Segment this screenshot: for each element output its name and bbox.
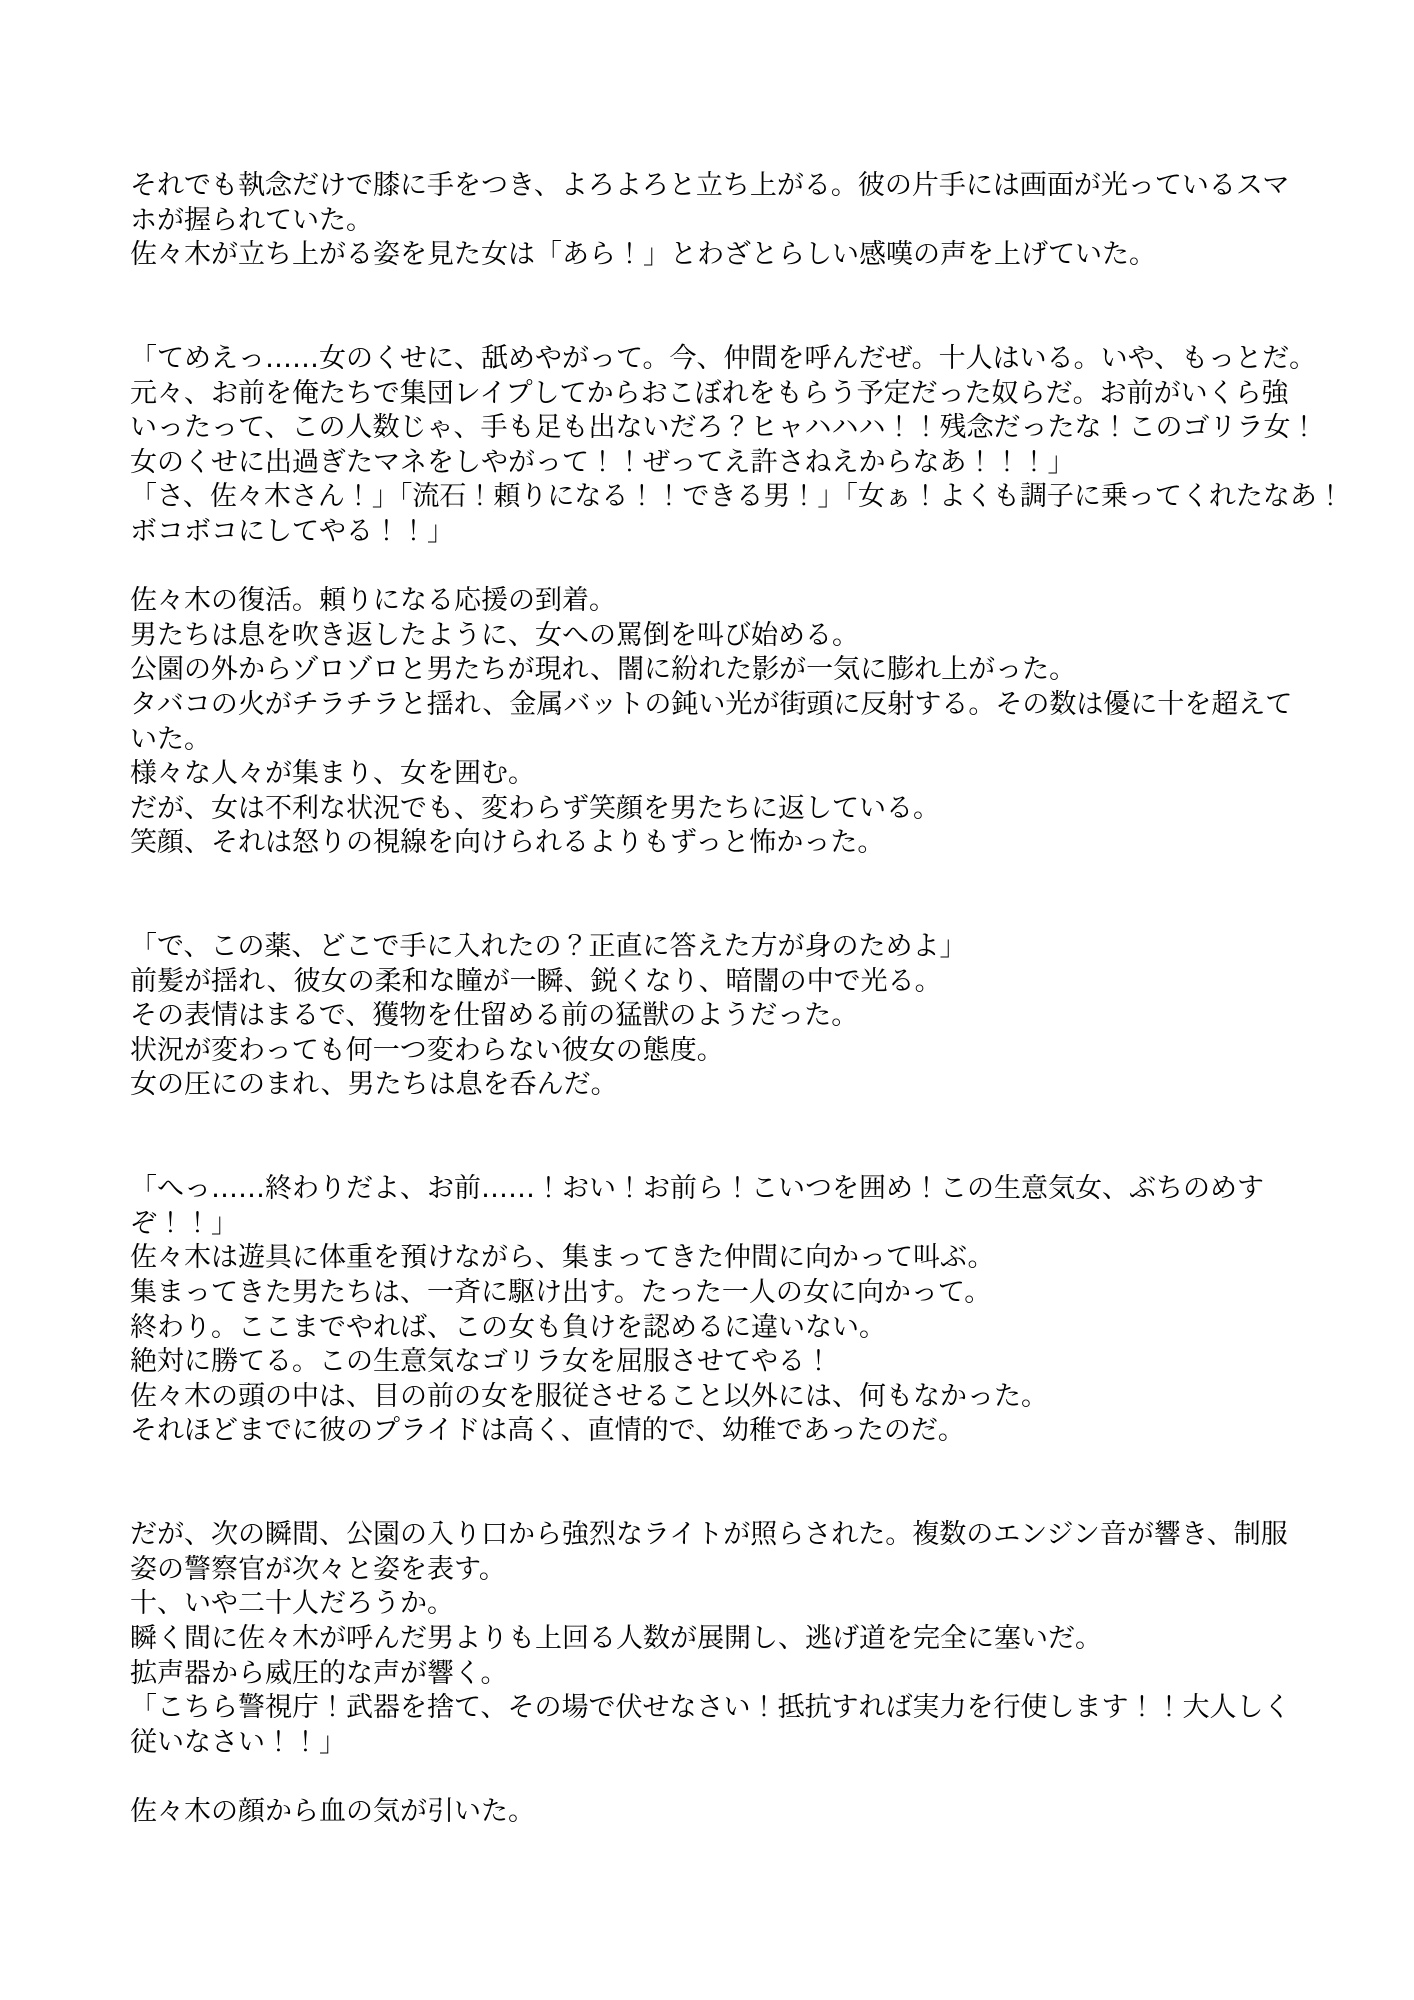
text-line: だが、女は不利な状況でも、変わらず笑顔を男たちに返している。	[130, 792, 940, 824]
text-line: 女の圧にのまれ、男たちは息を呑んだ。	[130, 1069, 618, 1101]
text-line: ぞ！！」	[130, 1207, 238, 1239]
blank-line	[130, 895, 1320, 930]
text-line: 元々、お前を俺たちで集団レイプしてからおこぼれをもらう予定だった奴らだ。お前がいくら強	[130, 377, 1289, 409]
blank-line	[130, 307, 1320, 342]
text-line: 終わり。ここまでやれば、この女も負けを認めるに違いない。	[130, 1311, 886, 1343]
text-line: 「で、この薬、どこで手に入れたの？正直に答えた方が身のためよ」	[130, 931, 967, 963]
blank-line	[130, 550, 1320, 585]
text-line: ホが握られていた。	[130, 204, 373, 236]
text-line: 笑顔、それは怒りの視線を向けられるよりもずっと怖かった。	[130, 827, 885, 859]
text-line: 佐々木が立ち上がる姿を見た女は「あら！」とわざとらしい感嘆の声を上げていた。	[130, 239, 1156, 271]
text-line: 佐々木の顔から血の気が引いた。	[130, 1795, 535, 1827]
blank-line	[130, 1138, 1320, 1173]
text-line: 佐々木の復活。頼りになる応援の到着。	[130, 585, 616, 617]
text-line: タバコの火がチラチラと揺れ、金属バットの鈍い光が街頭に反射する。その数は優に十を超えて	[130, 688, 1293, 720]
text-line: 前髪が揺れ、彼女の柔和な瞳が一瞬、鋭くなり、暗闇の中で光る。	[130, 965, 942, 997]
text-line: 姿の警察官が次々と姿を表す。	[130, 1553, 506, 1585]
text-line: 十、いや二十人だろうか。	[130, 1588, 454, 1620]
text-line: 公園の外からゾロゾロと男たちが現れ、闇に紛れた影が一気に膨れ上がった。	[130, 654, 1077, 686]
blank-line	[130, 1449, 1320, 1484]
blank-line	[130, 273, 1320, 308]
text-line: 「こちら警視庁！武器を捨て、その場で伏せなさい！抵抗すれば実力を行使します！！大人しく	[130, 1692, 1291, 1724]
text-line: 瞬く間に佐々木が呼んだ男よりも上回る人数が展開し、逃げ道を完全に塞いだ。	[130, 1622, 1102, 1654]
text-line: いったって、この人数じゃ、手も足も出ないだろ？ヒャハハハ！！残念だったな！このゴリラ女！	[130, 412, 1318, 444]
text-line: 絶対に勝てる。この生意気なゴリラ女を屈服させてやる！	[130, 1346, 832, 1378]
text-line: 男たちは息を吹き返したように、女への罵倒を叫び始める。	[130, 619, 859, 651]
text-line: だが、次の瞬間、公園の入り口から強烈なライトが照らされた。複数のエンジン音が響き、制服	[130, 1519, 1288, 1551]
story-text-body	[130, 169, 1344, 1830]
text-line: ボコボコにしてやる！！」	[130, 515, 454, 547]
text-line: 従いなさい！！」	[130, 1726, 346, 1758]
text-line: 佐々木の頭の中は、目の前の女を服従させること以外には、何もなかった。	[130, 1380, 1048, 1412]
blank-line	[130, 861, 1320, 896]
blank-line	[130, 1103, 1320, 1138]
text-line: 「さ、佐々木さん！」「流石！頼りになる！！できる男！」「女ぁ！よくも調子に乗ってくれたなあ！	[130, 481, 1344, 513]
text-line: 「へっ……終わりだよ、お前……！おい！お前ら！こいつを囲め！この生意気女、ぶちのめす	[130, 1173, 1264, 1205]
text-line: それでも執念だけで膝に手をつき、よろよろと立ち上がる。彼の片手には画面が光っているスマ	[130, 170, 1290, 201]
blank-line	[130, 1760, 1320, 1795]
text-line: いた。	[130, 723, 211, 755]
text-line: 拡声器から威圧的な声が響く。	[130, 1657, 508, 1689]
text-line: 状況が変わっても何一つ変わらない彼女の態度。	[130, 1034, 724, 1066]
text-line: その表情はまるで、獲物を仕留める前の猛獣のようだった。	[130, 1000, 859, 1032]
text-line: 様々な人々が集まり、女を囲む。	[130, 758, 535, 790]
text-line: それほどまでに彼のプライドは高く、直情的で、幼稚であったのだ。	[130, 1415, 965, 1447]
blank-line	[130, 1484, 1320, 1519]
text-line: 佐々木は遊具に体重を預けながら、集まってきた仲間に向かって叫ぶ。	[130, 1242, 995, 1274]
text-line: 女のくせに出過ぎたマネをしやがって！！ぜってえ許さねえからなあ！！！」	[130, 446, 1075, 478]
text-line: 集まってきた男たちは、一斉に駆け出す。たった一人の女に向かって。	[130, 1277, 992, 1308]
text-line: 「てめえっ……女のくせに、舐めやがって。今、仲間を呼んだぜ。十人はいる。いや、もっとだ。	[130, 342, 1317, 374]
